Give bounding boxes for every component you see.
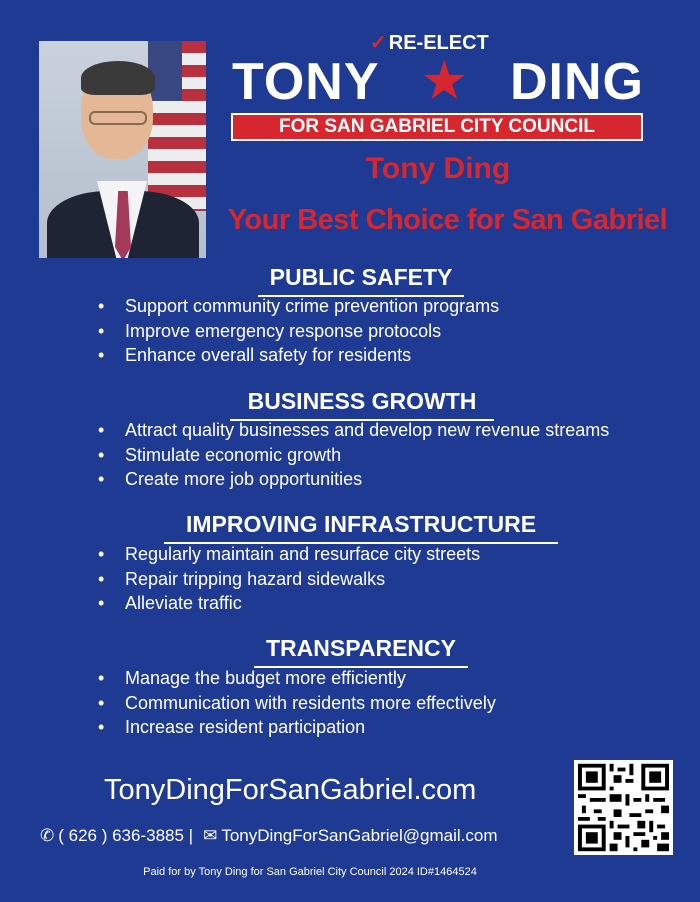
tagline-name: Tony Ding <box>365 152 511 185</box>
section-title-infrastructure: IMPROVING INFRASTRUCTURE <box>164 511 558 544</box>
flag-graphic <box>148 41 206 211</box>
qr-code[interactable] <box>574 760 673 855</box>
list-item: • Improve emergency response protocols <box>98 319 499 344</box>
reelect-label: RE-ELECT <box>388 32 489 54</box>
paid-for-disclaimer: Paid for by Tony Ding for San Gabriel City Council 2024 ID#1464524 <box>143 866 477 878</box>
name-first: TONY <box>232 53 380 111</box>
list-item: • Increase resident participation <box>98 715 496 740</box>
council-banner: FOR SAN GABRIEL CITY COUNCIL <box>231 113 643 141</box>
section-title-transparency: TRANSPARENCY <box>254 635 468 668</box>
list-item: • Stimulate economic growth <box>98 443 609 468</box>
candidate-photo <box>39 41 206 258</box>
section-list-infrastructure <box>98 542 480 616</box>
candidate-name <box>232 53 644 111</box>
list-item: • Communication with residents more effectively <box>98 691 496 716</box>
section-list-transparency <box>98 666 496 740</box>
website-link[interactable]: TonyDingForSanGabriel.com <box>104 774 477 806</box>
star-icon: ★ <box>422 55 467 108</box>
qr-code-graphic <box>574 760 673 855</box>
contact-line <box>40 826 498 846</box>
photo-glasses <box>89 111 147 125</box>
section-title-business-growth: BUSINESS GROWTH <box>230 388 494 421</box>
list-item: • Attract quality businesses and develop new revenue streams <box>98 418 609 443</box>
list-item: • Support community crime prevention programs <box>98 294 499 319</box>
email-link[interactable]: TonyDingForSanGabriel@gmail.com <box>221 826 498 845</box>
slogan: Your Best Choice for San Gabriel <box>227 204 668 236</box>
name-last: DING <box>509 53 644 111</box>
list-item: • Enhance overall safety for residents <box>98 343 499 368</box>
envelope-icon: ✉ <box>203 826 218 845</box>
check-icon: ✓ <box>370 32 387 54</box>
list-item: • Create more job opportunities <box>98 467 609 492</box>
phone-number[interactable]: ( 626 ) 636-3885 | <box>58 826 194 845</box>
phone-icon: ✆ <box>40 826 55 845</box>
photo-hair <box>81 61 155 95</box>
section-title-public-safety: PUBLIC SAFETY <box>258 264 464 297</box>
list-item: • Manage the budget more efficiently <box>98 666 496 691</box>
reelect-heading <box>370 30 489 55</box>
list-item: • Repair tripping hazard sidewalks <box>98 567 480 592</box>
list-item: • Regularly maintain and resurface city streets <box>98 542 480 567</box>
section-list-public-safety <box>98 294 499 368</box>
list-item: • Alleviate traffic <box>98 591 480 616</box>
section-list-business-growth <box>98 418 609 492</box>
